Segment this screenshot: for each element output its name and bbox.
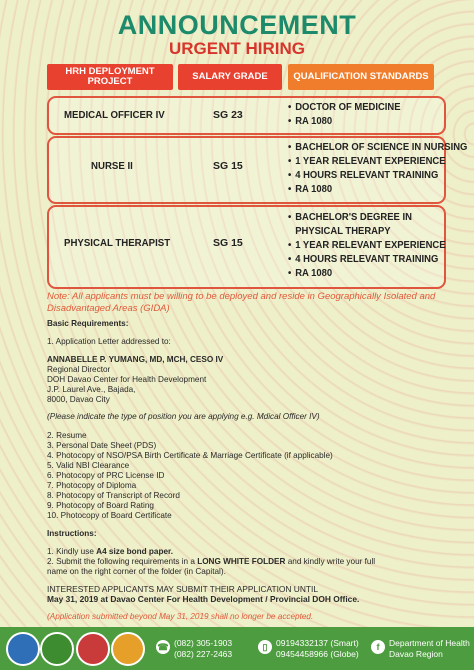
qualification-item: • 1 YEAR RELEVANT EXPERIENCE (288, 154, 467, 168)
qualification-item: • 4 HOURS RELEVANT TRAINING (288, 168, 467, 182)
instruction-item (47, 547, 173, 557)
requirement-item: 4. Photocopy of NSO/PSA Birth Certificate & Marriage Certificate (if applicable) (47, 451, 333, 460)
salary-grade: SG 15 (213, 237, 243, 249)
mobile-number: 09454458966 (Globe) (276, 649, 359, 659)
org-region: Davao Region (389, 649, 443, 659)
org-name: Department of Health (389, 638, 470, 648)
page-subtitle: URGENT HIRING (169, 39, 305, 58)
health-seal-icon (76, 632, 110, 666)
instruction-item: name on the right corner of the folder (in Capital). (47, 567, 226, 576)
qualification-item: • RA 1080 (288, 266, 446, 280)
position-name: NURSE II (91, 160, 133, 172)
qualification-item: • RA 1080 (288, 114, 401, 128)
submission-deadline: May 31, 2019 at Davao Center For Health Development / Provincial DOH Office. (47, 594, 360, 604)
doh-seal-icon (6, 632, 40, 666)
page-title: ANNOUNCEMENT (117, 10, 357, 40)
requirement-item: 5. Valid NBI Clearance (47, 461, 130, 470)
salary-grade: SG 15 (213, 160, 243, 172)
requirement-item: 10. Photocopy of Board Certificate (47, 511, 172, 520)
instruction-text: 1. Kindly use (47, 547, 97, 556)
requirement-item: 2. Resume (47, 431, 87, 440)
gida-note: Note: All applicants must be willing to be deployed and reside in Geographically Isolated and Disadvantaged Areas (GIDA) (47, 291, 436, 314)
instruction-item (47, 557, 375, 567)
qualification-item: • BACHELOR OF SCIENCE IN NURSING (288, 140, 467, 154)
position-name: PHYSICAL THERAPIST (64, 237, 171, 249)
position-note: (Please indicate the type of position you are applying e.g. Mdical Officer IV) (47, 412, 320, 421)
addressee-name: ANNABELLE P. YUMANG, MD, MCH, CESO IV (47, 355, 224, 364)
agency-seal-icon (111, 632, 145, 666)
requirement-item: 3. Personal Date Sheet (PDS) (47, 441, 157, 450)
qualification-item: • 4 HOURS RELEVANT TRAINING (288, 252, 446, 266)
region-seal-icon (40, 632, 74, 666)
instruction-text: 2. Submit the following requirements in a (47, 557, 198, 566)
mobile-number: 09194332137 (Smart) (276, 638, 359, 648)
submission-notice: INTERESTED APPLICANTS MAY SUBMIT THEIR APPLICATION UNTIL (47, 584, 319, 594)
requirement-item: 8. Photocopy of Transcript of Record (47, 491, 180, 500)
qualification-list (288, 140, 474, 196)
requirement-item: 9. Photocopy of Board Rating (47, 501, 154, 510)
facebook-icon: f (371, 640, 385, 654)
mobile-icon: ▯ (258, 640, 272, 654)
qualification-item: • BACHELOR'S DEGREE IN (288, 210, 446, 224)
phone-number: (082) 305-1903 (174, 638, 233, 648)
requirement-item: 7. Photocopy of Diploma (47, 481, 137, 490)
phone-number: (082) 227-2463 (174, 649, 233, 659)
column-header-qualifications: QUALIFICATION STANDARDS (288, 64, 434, 90)
qualification-item: • 1 YEAR RELEVANT EXPERIENCE (288, 238, 446, 252)
phone-icon: ☎ (157, 642, 169, 652)
column-header-grade: SALARY GRADE (178, 64, 282, 90)
qualification-item: • RA 1080 (288, 182, 467, 196)
instructions-heading: Instructions: (47, 529, 97, 538)
address-line: 8000, Davao City (47, 395, 110, 404)
qualification-item: • DOCTOR OF MEDICINE (288, 100, 401, 114)
instruction-text: and kindly write your full (285, 557, 376, 566)
qualification-item: PHYSICAL THERAPY (295, 225, 391, 237)
instruction-emphasis: LONG WHITE FOLDER (197, 557, 286, 566)
address-line: DOH Davao Center for Health Development (47, 375, 207, 384)
column-header-project: HRH DEPLOYMENT PROJECT (47, 64, 173, 90)
address-line: Regional Director (47, 365, 111, 374)
salary-grade: SG 23 (213, 109, 243, 121)
requirement-item: 1. Application Letter addressed to: (47, 337, 171, 346)
instruction-emphasis: A4 size bond paper. (96, 547, 174, 556)
requirements-heading: Basic Requirements: (47, 319, 129, 328)
address-line: J.P. Laurel Ave., Bajada, (47, 385, 136, 394)
position-name: MEDICAL OFFICER IV (64, 109, 165, 121)
qualification-list (288, 100, 413, 128)
qualification-list (288, 210, 463, 280)
requirement-item: 6. Photocopy of PRC License ID (47, 471, 165, 480)
late-submission-note: (Application submitted beyond May 31, 2019 shall no longer be accepted. (47, 612, 314, 621)
